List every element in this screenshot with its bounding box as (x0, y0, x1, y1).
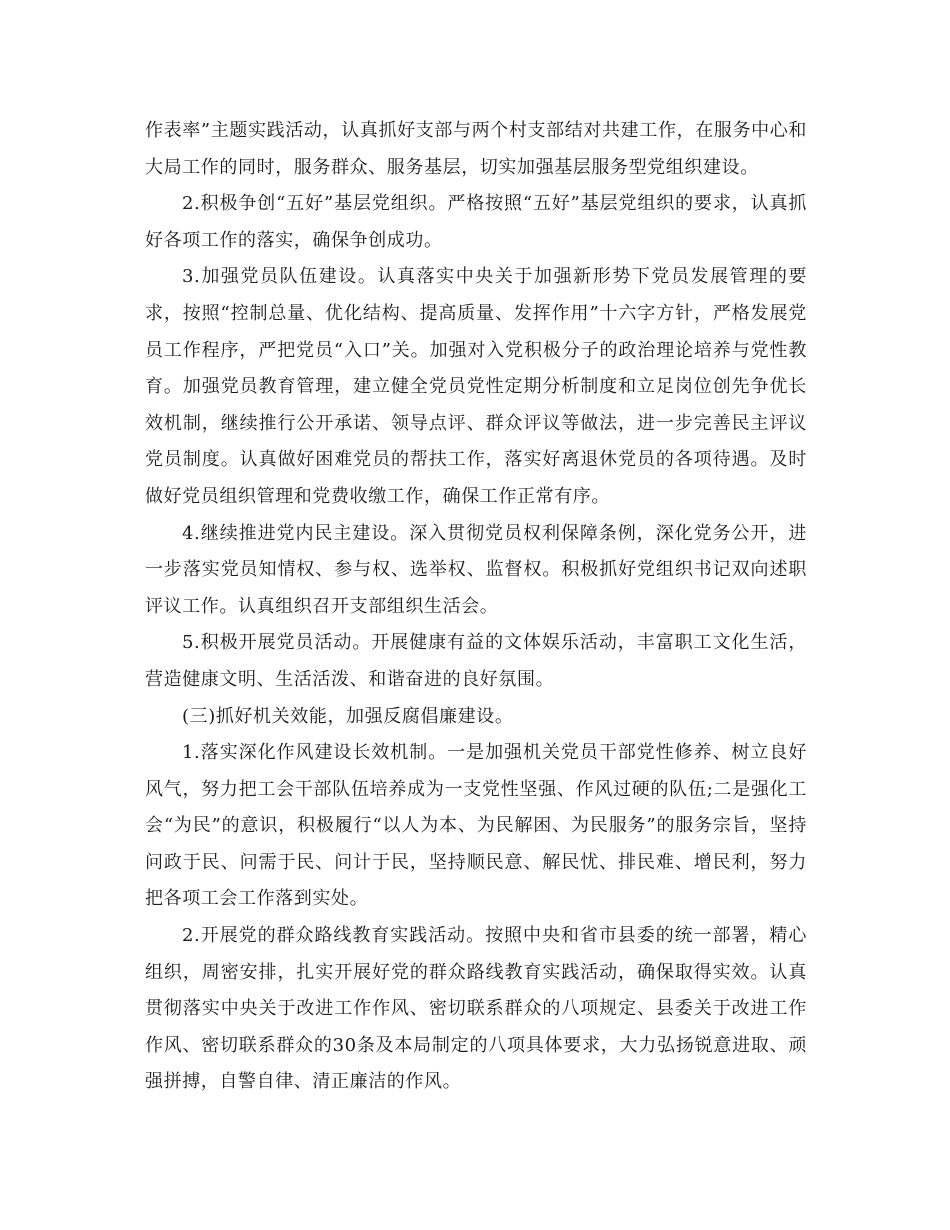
paragraph-continuation: 作表率”主题实践活动，认真抓好支部与两个村支部结对共建工作，在服务中心和大局工作的同时，服务群众、服务基层，切实加强基层服务型党组织建设。 (145, 120, 807, 178)
paragraph-item-2: 2.积极争创“五好”基层党组织。严格按照“五好”基层党组织的要求，认真抓好各项工作的落实，确保争创成功。 (145, 193, 807, 251)
paragraph-section3-item-1: 1.落实深化作风建设长效机制。一是加强机关党员干部党性修养、树立良好风气，努力把工会干部队伍培养成为一支党性坚强、作风过硬的队伍;二是强化工会“为民”的意识，积极履行“以人为本、为民解困、为民服务”的服务宗旨，坚持问政于民、问需于民、问计于民，坚持顺民意、解民忧、排民难、增民利，努力把各项工会工作落到实处。 (145, 742, 807, 910)
paragraph-item-3: 3.加强党员队伍建设。认真落实中央关于加强新形势下党员发展管理的要求，按照“控制总量、优化结构、提高质量、发挥作用”十六字方针，严格发展党员工作程序，严把党员“入口”关。加强对入党积极分子的政治理论培养与党性教育。加强党员教育管理，建立健全党员党性定期分析制度和立足岗位创先争优长效机制，继续推行公开承诺、领导点评、群众评议等做法，进一步完善民主评议党员制度。认真做好困难党员的帮扶工作，落实好离退休党员的各项待遇。及时做好党员组织管理和党费收缴工作，确保工作正常有序。 (145, 266, 807, 507)
section-heading-3: (三)抓好机关效能，加强反腐倡廉建设。 (182, 705, 514, 727)
paragraph-section3-item-2: 2.开展党的群众路线教育实践活动。按照中央和省市县委的统一部署，精心组织，周密安排，扎实开展好党的群众路线教育实践活动，确保取得实效。认真贯彻落实中央关于改进工作作风、密切联系群众的八项规定、县委关于改进工作作风、密切联系群众的30条及本局制定的八项具体要求，大力弘扬锐意进取、顽强拼搏，自警自律、清正廉洁的作风。 (145, 925, 807, 1093)
paragraph-item-5: 5.积极开展党员活动。开展健康有益的文体娱乐活动，丰富职工文化生活，营造健康文明、生活活泼、和谐奋进的良好氛围。 (145, 632, 807, 690)
document-body (145, 113, 807, 1101)
paragraph-item-4: 4.继续推进党内民主建设。深入贯彻党员权利保障条例，深化党务公开，进一步落实党员知情权、参与权、选举权、监督权。积极抓好党组织书记双向述职评议工作。认真组织召开支部组织生活会。 (145, 522, 807, 617)
